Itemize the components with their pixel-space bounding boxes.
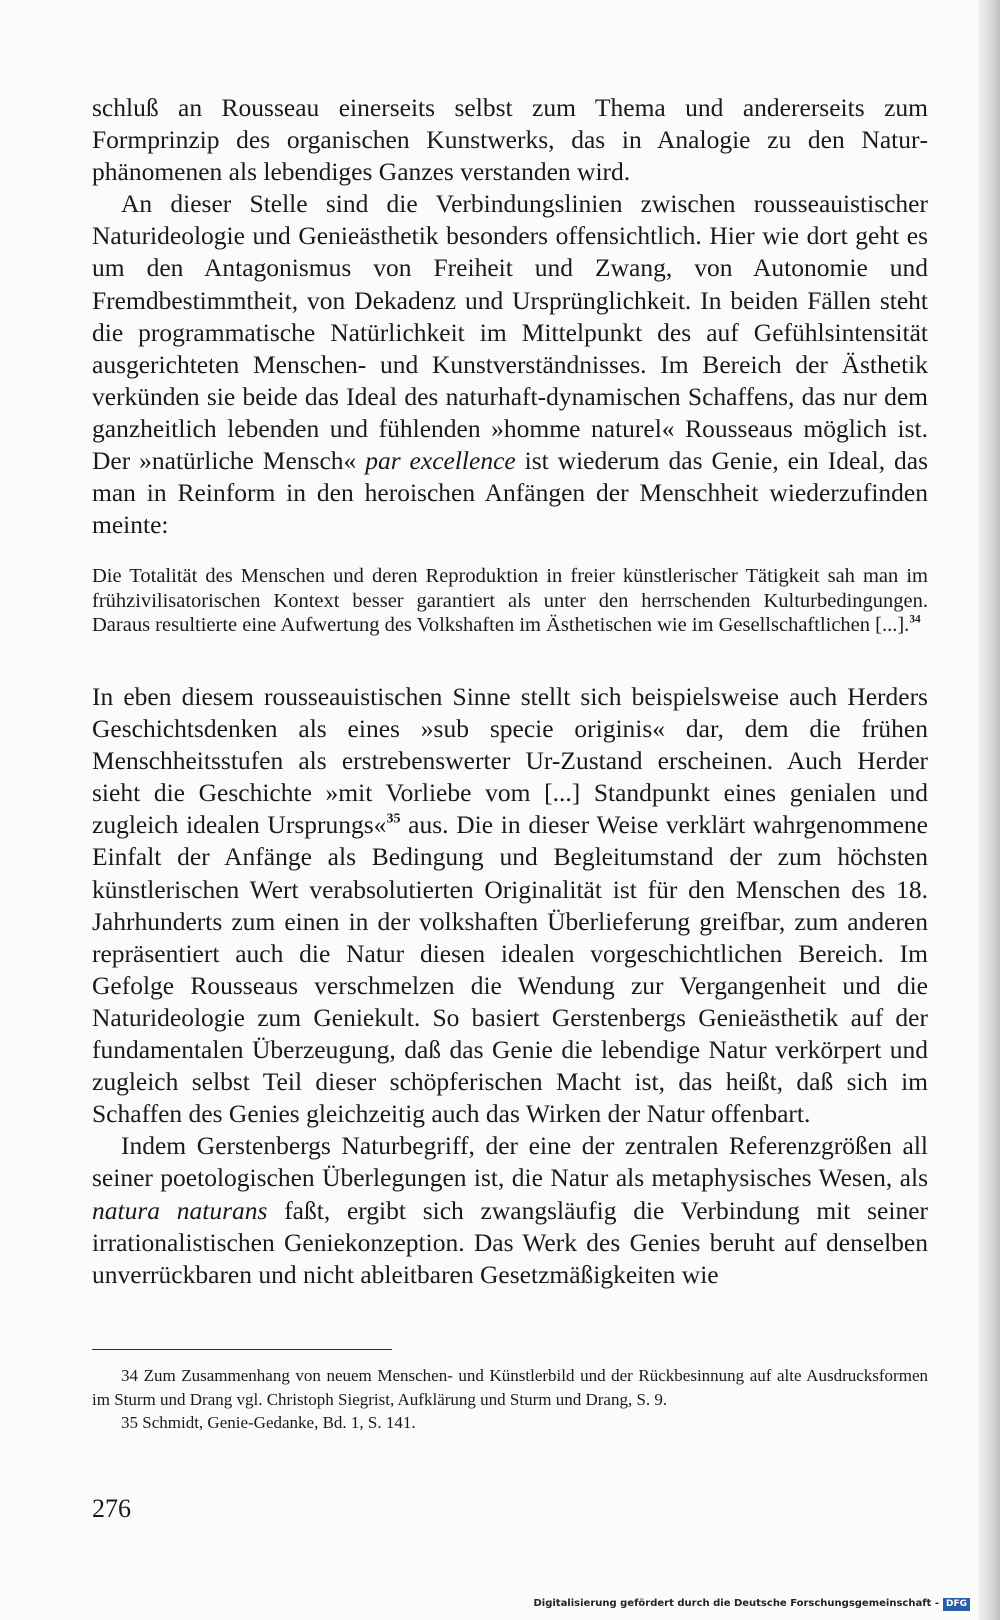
- digitization-credit-text: Digitalisierung gefördert durch die Deutsche Forschungsgemeinschaft -: [533, 1598, 939, 1609]
- paragraph-3: [92, 681, 928, 1130]
- paragraph-4-text-a: Indem Gerstenbergs Naturbegriff, der eine der zentralen Referenzgrößen all seiner poetologischen Überlegungen ist, die Natur als metaphysisches Wesen, als: [92, 1131, 928, 1193]
- dfg-logo: DFG: [943, 1598, 970, 1611]
- body-text-bottom: [92, 681, 928, 1291]
- paragraph-4: [92, 1130, 928, 1290]
- block-quote: [92, 564, 928, 638]
- footnote-ref-35: 35: [386, 811, 401, 827]
- footnote-34: 34 Zum Zusammenhang von neuem Menschen- und Künstlerbild und der Rückbesinnung auf alte Ausdrucksformen im Sturm und Drang vgl. Christoph Siegrist, Aufklärung und Sturm und Drang, S. 9.: [92, 1366, 928, 1409]
- paragraph-2-italic: par excellence: [365, 446, 516, 476]
- body-text-top: [92, 92, 928, 541]
- block-quote-paragraph: [92, 564, 928, 638]
- paragraph-3-text-b: aus. Die in dieser Weise verklärt wahrgenommene Einfalt der Anfänge als Bedingung und Begleitumstand der zum höchsten künstlerischen Wert verabsolutierten Originalität ist für den Menschen des 18. Jahrhunderts zum einen in der volkshaften Überlieferung greifbar, zum anderen repräsentiert auch die Natur diesen idealen vorgeschichtlichen Bereich. Im Gefolge Rousseaus verschmelzen die Wendung zur Vergangenheit und die Naturideologie zum Geniekult. So basiert Gerstenbergs Genieästhetik auf der fundamentalen Überzeugung, daß das Genie die lebendige Natur verkörpert und zugleich selbst Teil dieser schöpferischen Macht ist, das heißt, daß sich im Schaffen des Genies gleichzeitig auch das Wirken der Natur offenbart.: [92, 810, 929, 1129]
- paragraph-2: [92, 188, 928, 541]
- digitization-credit: [533, 1597, 970, 1611]
- page-number: 276: [92, 1494, 131, 1523]
- footnotes: [92, 1364, 928, 1435]
- footnote-divider: [92, 1349, 392, 1350]
- paragraph-4-italic: natura naturans: [92, 1195, 268, 1225]
- paragraph-4-text-b: faßt, ergibt sich zwangsläufig die Verbindung mit seiner irrationalistischen Geniekonzeption. Das Werk des Genies beruht auf denselben unverrückbaren und nicht ableitbaren Gesetzmäßigkeiten wie: [92, 1195, 928, 1289]
- footnote-35: 35 Schmidt, Genie-Gedanke, Bd. 1, S. 141.: [121, 1413, 416, 1432]
- footnote-ref-34: 34: [909, 613, 921, 626]
- paragraph-2-text-a: An dieser Stelle sind die Verbindungslinien zwischen rousseauistischer Naturideologie und Genieästhetik besonders offensichtlich. Hier wie dort geht es um den Antagonismus von Freiheit und Zwang, von Autonomie und Fremdbestimmtheit, von Dekadenz und Ursprünglichkeit. In beiden Fällen steht die programmatische Natürlichkeit im Mittelpunkt des auf Gefühlsintensität ausgerichteten Menschen- und Kunstverständnisses. Im Bereich der Ästhetik verkünden sie beide das Ideal des naturhaft-dynamischen Schaffens, das nur dem ganzheitlich lebenden und fühlenden »homme naturel« Rousseaus möglich ist. Der »natürliche Mensch«: [92, 189, 928, 476]
- page-edge-shadow: [978, 0, 1000, 1620]
- paragraph-1: schluß an Rousseau einerseits selbst zum Thema und andererseits zum Formprinzip des organischen Kunstwerks, das in Analogie zu den Naturphänomenen als lebendiges Ganzes verstanden wird.: [92, 93, 928, 187]
- block-quote-text: Die Totalität des Menschen und deren Reproduktion in freier künstlerischer Tätigkeit sah man im frühzivilisatorischen Kontext besser garantiert als unter den herrschenden Kulturbedingungen. Daraus resultierte eine Aufwertung des Volkshaften im Ästhetischen wie im Gesellschaftlichen [...].: [92, 565, 928, 636]
- paragraph-2-text-b: ist wiederum das Genie, ein Ideal, das man in Reinform in den heroischen Anfängen der Menschheit wiederzufinden meinte:: [92, 446, 928, 540]
- paragraph-3-text-a: In eben diesem rousseauistischen Sinne stellt sich beispielsweise auch Herders Geschichtsdenken als eines »sub specie originis« dar, dem die frühen Menschheitsstufen als erstrebenswerter Ur-Zustand erscheinen. Auch Herder sieht die Geschichte »mit Vorliebe vom [...] Standpunkt eines genialen und zugleich idealen Ursprungs«: [92, 682, 928, 840]
